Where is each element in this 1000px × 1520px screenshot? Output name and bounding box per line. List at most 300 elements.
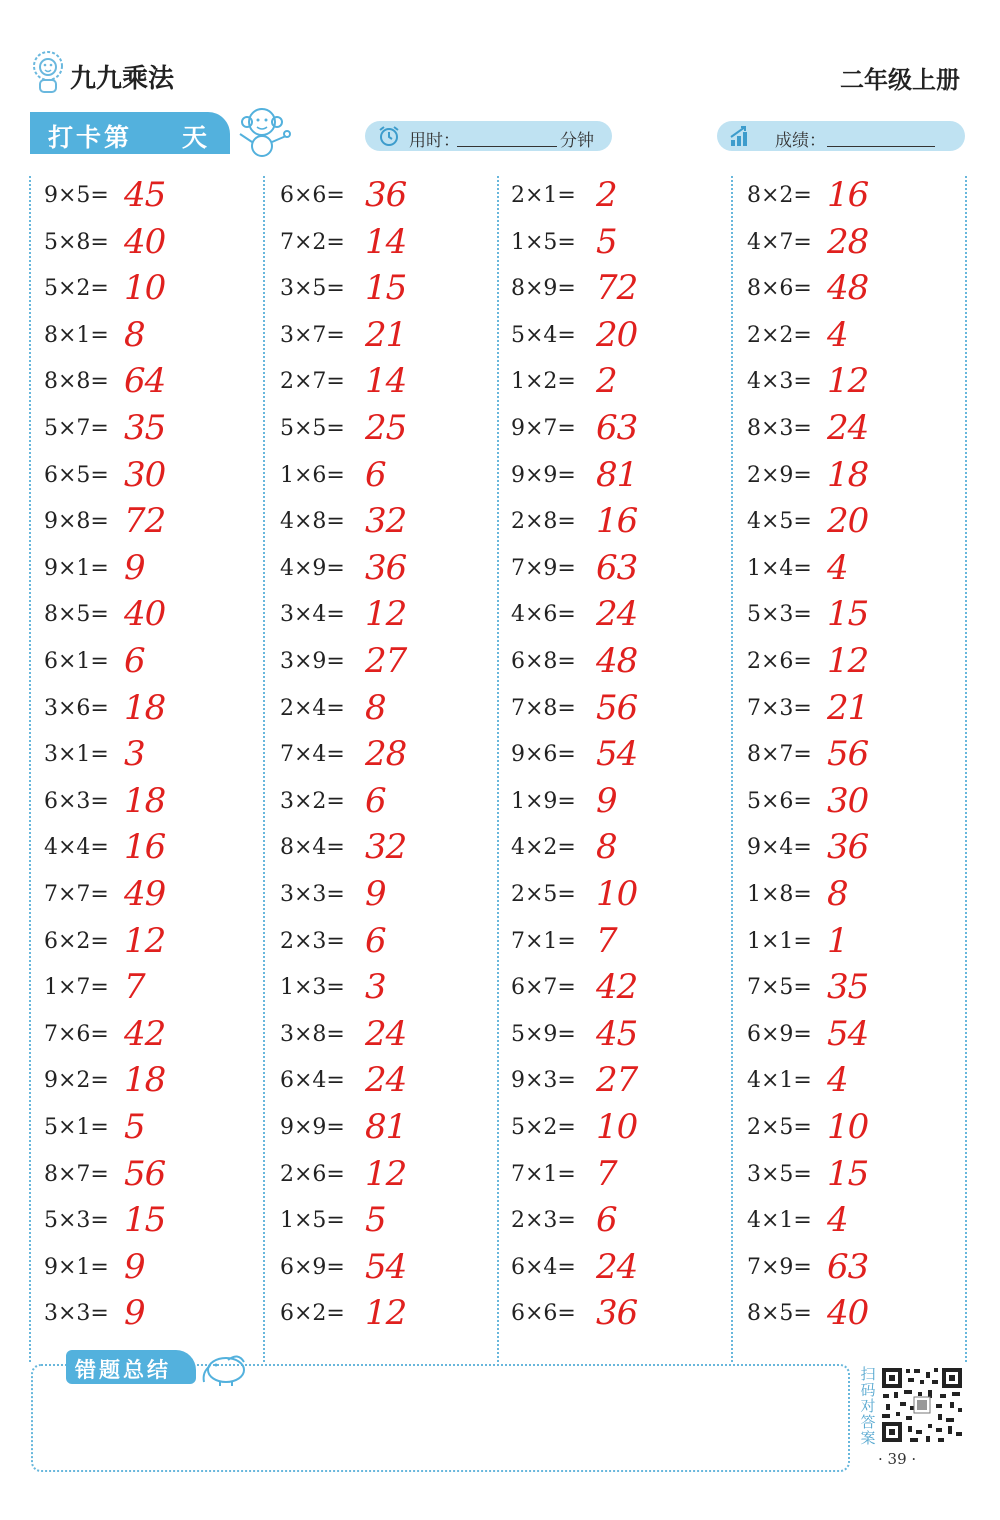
problem-item [44, 829, 244, 869]
problem-item [511, 596, 711, 636]
handwritten-answer[interactable]: 48 [596, 641, 638, 681]
handwritten-answer[interactable]: 36 [365, 547, 407, 588]
problem-item [280, 1295, 480, 1335]
handwritten-answer[interactable]: 15 [365, 268, 407, 309]
problem-item [747, 221, 947, 264]
handwritten-answer[interactable]: 49 [124, 874, 166, 914]
problem-equation: 7×3= [747, 695, 812, 721]
problem-equation: 2×8= [511, 509, 576, 535]
handwritten-answer[interactable]: 9 [124, 1293, 145, 1334]
problem-item [511, 410, 711, 450]
problem-equation: 3×2= [280, 788, 345, 814]
score-blank[interactable] [827, 146, 935, 147]
problem-equation: 5×3= [44, 1208, 109, 1234]
problem-equation: 1×1= [747, 928, 812, 954]
time-blank[interactable] [457, 146, 557, 147]
handwritten-answer[interactable]: 9 [124, 547, 145, 588]
problem-equation: 5×2= [511, 1115, 576, 1140]
problem-equation: 6×9= [747, 1021, 812, 1047]
problem-equation: 1×2= [511, 369, 576, 395]
problem-equation: 2×3= [511, 1208, 576, 1234]
problem-equation: 6×2= [44, 928, 109, 954]
problem-equation: 7×1= [511, 1161, 576, 1187]
handwritten-answer[interactable]: 24 [596, 1246, 638, 1287]
handwritten-answer[interactable]: 24 [596, 594, 638, 635]
problem-item [44, 920, 244, 963]
checkin-label: 打卡第 [48, 123, 133, 152]
handwritten-answer[interactable]: 30 [124, 454, 166, 495]
handwritten-answer[interactable]: 40 [124, 594, 166, 635]
problem-equation: 2×3= [280, 928, 345, 954]
handwritten-answer[interactable]: 12 [827, 641, 869, 681]
handwritten-answer[interactable]: 15 [124, 1200, 166, 1241]
book-title: 九九乘法 [70, 64, 175, 94]
problem-equation: 7×2= [280, 229, 345, 255]
problem-equation: 5×3= [747, 602, 812, 628]
handwritten-answer[interactable]: 24 [365, 1060, 407, 1101]
problem-item [44, 314, 244, 357]
problem-equation: 3×3= [280, 882, 345, 907]
problem-item [511, 969, 711, 1009]
handwritten-answer[interactable]: 40 [827, 1293, 869, 1334]
handwritten-answer[interactable]: 36 [827, 827, 869, 868]
handwritten-answer[interactable]: 81 [365, 1107, 407, 1147]
handwritten-answer[interactable]: 32 [365, 501, 407, 542]
problem-item [747, 920, 947, 963]
problem-item [280, 270, 480, 310]
problem-equation: 5×9= [511, 1021, 576, 1047]
problem-equation: 9×7= [511, 416, 576, 441]
handwritten-answer[interactable]: 6 [365, 454, 386, 495]
problem-item [747, 596, 947, 636]
problem-item [44, 1109, 244, 1149]
problem-item [511, 920, 711, 963]
problem-equation: 8×7= [44, 1161, 109, 1187]
scan-caption: 扫码对答案 [860, 1365, 876, 1447]
handwritten-answer[interactable]: 6 [365, 780, 386, 821]
problem-item [280, 547, 480, 590]
handwritten-answer[interactable]: 4 [827, 314, 848, 355]
handwritten-answer[interactable]: 5 [596, 221, 617, 262]
problem-item [747, 969, 947, 1009]
handwritten-answer[interactable]: 6 [124, 641, 145, 681]
problem-equation: 9×9= [511, 462, 576, 488]
problem-equation: 8×9= [511, 276, 576, 302]
problem-equation: 1×5= [511, 229, 576, 255]
problem-equation: 3×1= [44, 742, 109, 768]
problem-item [280, 177, 480, 217]
handwritten-answer[interactable]: 54 [365, 1246, 407, 1287]
problem-equation: 4×4= [44, 835, 109, 861]
problem-item [511, 1062, 711, 1102]
handwritten-answer[interactable]: 42 [124, 1013, 166, 1054]
problem-equation: 4×8= [280, 509, 345, 535]
handwritten-answer[interactable]: 8 [124, 314, 145, 355]
handwritten-answer[interactable]: 10 [827, 1107, 869, 1147]
checkin-banner [30, 112, 230, 154]
problem-item [747, 829, 947, 869]
problem-item [511, 687, 711, 730]
problem-equation: 4×2= [511, 835, 576, 861]
problem-equation: 1×4= [747, 555, 812, 581]
problem-equation: 2×2= [747, 322, 812, 348]
handwritten-answer[interactable]: 27 [365, 641, 407, 681]
handwritten-answer[interactable]: 3 [365, 967, 386, 1008]
handwritten-answer[interactable]: 10 [596, 1107, 638, 1147]
problem-equation: 5×8= [44, 229, 109, 255]
handwritten-answer[interactable]: 4 [827, 1060, 848, 1101]
problem-item [44, 687, 244, 730]
problem-item [747, 177, 947, 217]
problem-equation: 5×2= [44, 276, 109, 302]
problem-equation: 2×7= [280, 369, 345, 395]
column-divider [497, 176, 499, 1362]
handwritten-answer[interactable]: 9 [365, 874, 386, 914]
problem-equation: 7×1= [511, 928, 576, 954]
handwritten-answer[interactable]: 7 [596, 920, 617, 961]
problem-equation: 9×2= [44, 1068, 109, 1094]
problem-item [44, 454, 244, 497]
problem-equation: 3×3= [44, 1301, 109, 1327]
problem-item [747, 1062, 947, 1102]
problem-equation: 3×5= [747, 1161, 812, 1187]
handwritten-answer[interactable]: 72 [596, 268, 638, 309]
alarm-clock-icon [377, 125, 401, 147]
handwritten-answer[interactable]: 24 [827, 408, 869, 448]
handwritten-answer[interactable]: 21 [827, 687, 869, 728]
problem-item [511, 314, 711, 357]
handwritten-answer[interactable]: 7 [124, 967, 145, 1008]
problem-equation: 8×8= [44, 369, 109, 395]
time-label: 用时： [409, 131, 460, 151]
mistake-summary-label: 错题总结 [66, 1350, 196, 1384]
handwritten-answer[interactable]: 12 [124, 920, 166, 961]
problem-equation: 8×6= [747, 276, 812, 302]
problem-equation: 3×4= [280, 602, 345, 628]
column-divider [965, 176, 967, 1362]
problem-item [280, 221, 480, 264]
problem-item [44, 876, 244, 916]
problem-item [747, 363, 947, 403]
problem-item [280, 969, 480, 1009]
problem-item [511, 1202, 711, 1242]
problem-item [280, 687, 480, 730]
problem-equation: 9×6= [511, 742, 576, 768]
handwritten-answer[interactable]: 8 [365, 687, 386, 728]
handwritten-answer[interactable]: 30 [827, 780, 869, 821]
problem-item [747, 314, 947, 357]
handwritten-answer[interactable]: 8 [827, 874, 848, 914]
handwritten-answer[interactable]: 63 [596, 408, 638, 448]
problem-item [511, 503, 711, 543]
handwritten-answer[interactable]: 5 [124, 1107, 145, 1147]
score-label: 成绩： [775, 131, 826, 151]
problem-equation: 1×6= [280, 462, 345, 488]
handwritten-answer[interactable]: 18 [827, 454, 869, 495]
handwritten-answer[interactable]: 14 [365, 221, 407, 262]
handwritten-answer[interactable]: 5 [365, 1200, 386, 1241]
handwritten-answer[interactable]: 4 [827, 1200, 848, 1241]
problem-item [280, 363, 480, 403]
checkin-day-label: 天 [182, 123, 208, 152]
handwritten-answer[interactable]: 16 [827, 175, 869, 215]
problem-equation: 1×8= [747, 882, 812, 907]
handwritten-answer[interactable]: 12 [365, 1153, 407, 1194]
problem-equation: 1×3= [280, 975, 345, 1001]
handwritten-answer[interactable]: 2 [596, 175, 617, 215]
page-number: · 39 · [878, 1450, 917, 1468]
problem-item [280, 920, 480, 963]
problem-item [44, 363, 244, 403]
problem-equation: 8×2= [747, 183, 812, 208]
time-field [365, 121, 612, 151]
handwritten-answer[interactable]: 18 [124, 1060, 166, 1101]
problem-item [747, 454, 947, 497]
problem-item [44, 547, 244, 590]
problem-item [747, 876, 947, 916]
problem-item [280, 829, 480, 869]
problem-equation: 8×5= [44, 602, 109, 628]
handwritten-answer[interactable]: 36 [596, 1293, 638, 1334]
problem-equation: 8×3= [747, 416, 812, 441]
handwritten-answer[interactable]: 48 [827, 268, 869, 309]
problem-item [280, 1013, 480, 1056]
problem-equation: 6×7= [511, 975, 576, 1001]
handwritten-answer[interactable]: 32 [365, 827, 407, 868]
problem-item [280, 876, 480, 916]
problem-item [280, 1109, 480, 1149]
handwritten-answer[interactable]: 16 [596, 501, 638, 542]
problem-item [511, 1246, 711, 1289]
problem-equation: 4×3= [747, 369, 812, 395]
handwritten-answer[interactable]: 72 [124, 501, 166, 542]
problem-equation: 3×8= [280, 1021, 345, 1047]
problem-equation: 8×5= [747, 1301, 812, 1327]
problem-item [511, 363, 711, 403]
handwritten-answer[interactable]: 18 [124, 687, 166, 728]
problem-equation: 2×6= [280, 1161, 345, 1187]
problem-equation: 3×6= [44, 695, 109, 721]
problem-equation: 3×5= [280, 276, 345, 302]
problem-equation: 4×9= [280, 555, 345, 581]
problem-equation: 3×7= [280, 322, 345, 348]
problem-item [747, 1295, 947, 1335]
problem-item [511, 1013, 711, 1056]
problem-equation: 6×6= [280, 183, 345, 208]
handwritten-answer[interactable]: 3 [124, 734, 145, 775]
handwritten-answer[interactable]: 20 [596, 314, 638, 355]
handwritten-answer[interactable]: 12 [365, 594, 407, 635]
problem-equation: 6×4= [511, 1254, 576, 1280]
handwritten-answer[interactable]: 36 [365, 175, 407, 215]
problem-item [280, 454, 480, 497]
problem-equation: 6×3= [44, 788, 109, 814]
column-divider [263, 176, 265, 1362]
problem-equation: 2×5= [747, 1115, 812, 1140]
problem-equation: 4×6= [511, 602, 576, 628]
problem-item [280, 1246, 480, 1289]
problem-equation: 2×9= [747, 462, 812, 488]
problem-equation: 9×9= [280, 1115, 345, 1140]
handwritten-answer[interactable]: 6 [596, 1200, 617, 1241]
problem-item [747, 1202, 947, 1242]
problem-equation: 2×6= [747, 649, 812, 674]
problem-item [280, 410, 480, 450]
problem-item [44, 1153, 244, 1196]
problem-equation: 8×7= [747, 742, 812, 768]
problem-equation: 9×1= [44, 1254, 109, 1280]
problem-item [44, 221, 244, 264]
problem-equation: 4×1= [747, 1068, 812, 1094]
handwritten-answer[interactable]: 28 [365, 734, 407, 775]
problem-item [280, 1062, 480, 1102]
problem-equation: 3×9= [280, 649, 345, 674]
problem-equation: 2×4= [280, 695, 345, 721]
handwritten-answer[interactable]: 27 [596, 1060, 638, 1101]
problem-item [747, 503, 947, 543]
problem-equation: 1×9= [511, 788, 576, 814]
problem-equation: 2×5= [511, 882, 576, 907]
problem-equation: 6×4= [280, 1068, 345, 1094]
handwritten-answer[interactable]: 10 [596, 874, 638, 914]
handwritten-answer[interactable]: 81 [596, 454, 638, 495]
handwritten-answer[interactable]: 24 [365, 1013, 407, 1054]
problem-equation: 1×5= [280, 1208, 345, 1234]
handwritten-answer[interactable]: 12 [827, 361, 869, 402]
problem-item [280, 503, 480, 543]
handwritten-answer[interactable]: 6 [365, 920, 386, 961]
handwritten-answer[interactable]: 8 [596, 827, 617, 868]
column-divider [29, 176, 31, 1362]
handwritten-answer[interactable]: 42 [596, 967, 638, 1008]
problem-equation: 9×1= [44, 555, 109, 581]
bar-steps-icon [729, 125, 753, 147]
problem-item [747, 410, 947, 450]
problem-item [280, 314, 480, 357]
problem-item [44, 1013, 244, 1056]
problem-equation: 9×5= [44, 183, 109, 208]
problem-equation: 7×4= [280, 742, 345, 768]
problem-equation: 7×9= [511, 555, 576, 581]
handwritten-answer[interactable]: 2 [596, 361, 617, 402]
problem-item [44, 177, 244, 217]
qr-code-icon[interactable] [880, 1366, 964, 1444]
handwritten-answer[interactable]: 45 [596, 1013, 638, 1054]
problem-item [44, 1062, 244, 1102]
problem-equation: 9×3= [511, 1068, 576, 1094]
problem-item [44, 736, 244, 776]
problem-item [747, 1109, 947, 1149]
problem-item [280, 1202, 480, 1242]
problem-item [44, 596, 244, 636]
problem-equation: 5×5= [280, 416, 345, 441]
problem-item [280, 596, 480, 636]
handwritten-answer[interactable]: 25 [365, 408, 407, 448]
problem-item [511, 547, 711, 590]
problem-item [44, 1295, 244, 1335]
problem-item [747, 1013, 947, 1056]
problem-item [747, 1246, 947, 1289]
problem-equation: 7×7= [44, 882, 109, 907]
problem-item [511, 454, 711, 497]
handwritten-answer[interactable]: 9 [124, 1246, 145, 1287]
problem-equation: 5×4= [511, 322, 576, 348]
handwritten-answer[interactable]: 21 [365, 314, 407, 355]
problem-item [280, 1153, 480, 1196]
handwritten-answer[interactable]: 28 [827, 221, 869, 262]
problem-equation: 9×8= [44, 509, 109, 535]
handwritten-answer[interactable]: 20 [827, 501, 869, 542]
elephant-icon [198, 1348, 252, 1388]
handwritten-answer[interactable]: 16 [124, 827, 166, 868]
problem-equation: 7×6= [44, 1021, 109, 1047]
problem-equation: 6×6= [511, 1301, 576, 1327]
problem-item [747, 270, 947, 310]
problem-item [511, 829, 711, 869]
handwritten-answer[interactable]: 1 [827, 920, 848, 961]
handwritten-answer[interactable]: 35 [827, 967, 869, 1008]
handwritten-answer[interactable]: 18 [124, 780, 166, 821]
problem-item [511, 736, 711, 776]
problem-item [280, 643, 480, 683]
handwritten-answer[interactable]: 4 [827, 547, 848, 588]
problem-equation: 6×9= [280, 1254, 345, 1280]
problem-item [44, 1246, 244, 1289]
handwritten-answer[interactable]: 15 [827, 594, 869, 635]
problem-item [747, 1153, 947, 1196]
handwritten-answer[interactable]: 12 [365, 1293, 407, 1334]
problem-equation: 5×7= [44, 416, 109, 441]
handwritten-answer[interactable]: 63 [596, 547, 638, 588]
problem-equation: 4×7= [747, 229, 812, 255]
problem-item [44, 643, 244, 683]
problem-item [511, 1295, 711, 1335]
handwritten-answer[interactable]: 54 [827, 1013, 869, 1054]
problem-item [747, 547, 947, 590]
handwritten-answer[interactable]: 10 [124, 268, 166, 309]
problem-equation: 6×5= [44, 462, 109, 488]
problem-equation: 8×4= [280, 835, 345, 861]
handwritten-answer[interactable]: 56 [827, 734, 869, 775]
grade-label: 二年级上册 [840, 66, 960, 94]
problem-equation: 4×1= [747, 1208, 812, 1234]
problem-equation: 7×5= [747, 975, 812, 1001]
handwritten-answer[interactable]: 63 [827, 1246, 869, 1287]
problem-equation: 5×6= [747, 788, 812, 814]
handwritten-answer[interactable]: 35 [124, 408, 166, 448]
handwritten-answer[interactable]: 56 [124, 1153, 166, 1194]
problem-item [44, 1202, 244, 1242]
problem-item [44, 503, 244, 543]
handwritten-answer[interactable]: 54 [596, 734, 638, 775]
handwritten-answer[interactable]: 15 [827, 1153, 869, 1194]
handwritten-answer[interactable]: 40 [124, 221, 166, 262]
column-divider [731, 176, 733, 1362]
problem-item [511, 643, 711, 683]
handwritten-answer[interactable]: 45 [124, 175, 166, 215]
problem-item [747, 780, 947, 823]
handwritten-answer[interactable]: 7 [596, 1153, 617, 1194]
problem-item [511, 1153, 711, 1196]
handwritten-answer[interactable]: 14 [365, 361, 407, 402]
problem-item [511, 780, 711, 823]
handwritten-answer[interactable]: 9 [596, 780, 617, 821]
lion-icon [30, 50, 66, 94]
handwritten-answer[interactable]: 64 [124, 361, 166, 402]
handwritten-answer[interactable]: 56 [596, 687, 638, 728]
problem-equation: 6×1= [44, 649, 109, 674]
problem-equation: 9×4= [747, 835, 812, 861]
